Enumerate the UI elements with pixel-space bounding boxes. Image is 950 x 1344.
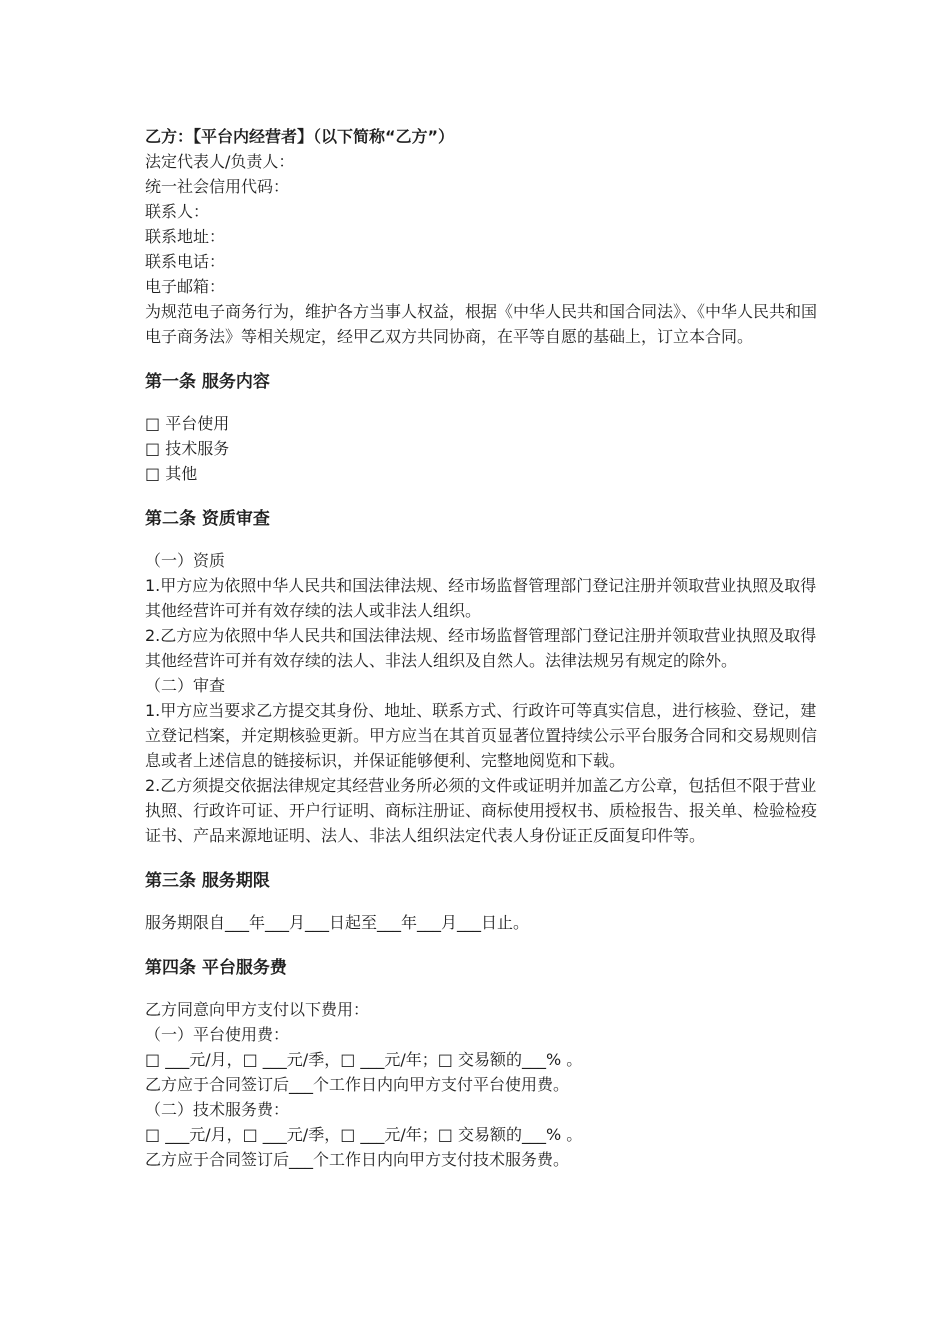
credit-code-field: 统一社会信用代码： (145, 177, 290, 196)
article-2-sub-review: （二）审查 (145, 676, 226, 695)
article-2-sub-qualification: （一）资质 (145, 551, 226, 570)
article-2-item: 2.乙方须提交依据法律规定其经营业务所必须的文件或证明并加盖乙方公章，包括但不限于营业执照、行政许可证、开户行证明、商标注册证、商标使用授权书、质检报告、报关单、检验检疫证书、产品来源地证明、法人、非法人组织法定代表人身份证正反面复印件等。 (145, 776, 818, 845)
address-field: 联系地址： (145, 227, 226, 246)
article-4-heading: 第四条 平台服务费 (145, 958, 287, 978)
article-3-heading: 第三条 服务期限 (145, 871, 270, 891)
platform-fee-options: □ ___元/月，□ ___元/季，□ ___元/年；□ 交易额的___% 。 (145, 1050, 583, 1069)
phone-field: 联系电话： (145, 252, 226, 271)
service-option-other: □ 其他 (145, 464, 198, 483)
article-2-item: 1.甲方应当要求乙方提交其身份、地址、联系方式、行政许可等真实信息，进行核验、登记，建立登记档案，并定期核验更新。甲方应当在其首页显著位置持续公示平台服务合同和交易规则信息或者上述信息的链接标识，并保证能够便利、完整地阅览和下载。 (145, 701, 818, 770)
service-option-tech: □ 技术服务 (145, 439, 230, 458)
email-field: 电子邮箱： (145, 277, 226, 296)
platform-fee-subheading: （一）平台使用费： (145, 1025, 290, 1044)
article-2-item: 2.乙方应为依照中华人民共和国法律法规、经市场监督管理部门登记注册并领取营业执照及取得其他经营许可并有效存续的法人、非法人组织及自然人。法律法规另有规定的除外。 (145, 626, 817, 670)
article-2-item: 1.甲方应为依照中华人民共和国法律法规、经市场监督管理部门登记注册并领取营业执照及取得其他经营许可并有效存续的法人或非法人组织。 (145, 576, 817, 620)
fee-intro: 乙方同意向甲方支付以下费用： (145, 1000, 370, 1019)
party-b-title: 乙方：【平台内经营者】（以下简称“乙方”） (145, 127, 455, 146)
tech-fee-subheading: （二）技术服务费： (145, 1100, 290, 1119)
tech-fee-payment: 乙方应于合同签订后___个工作日内向甲方支付技术服务费。 (145, 1150, 570, 1169)
article-1-heading: 第一条 服务内容 (145, 372, 270, 392)
service-period-text: 服务期限自___年___月___日起至___年___月___日止。 (145, 913, 530, 932)
contact-field: 联系人： (145, 202, 210, 221)
tech-fee-options: □ ___元/月，□ ___元/季，□ ___元/年；□ 交易额的___% 。 (145, 1125, 583, 1144)
platform-fee-payment: 乙方应于合同签订后___个工作日内向甲方支付平台使用费。 (145, 1075, 570, 1094)
contract-body (145, 124, 825, 1172)
legal-rep-field: 法定代表人/负责人： (145, 152, 295, 171)
article-2-heading: 第二条 资质审查 (145, 509, 270, 529)
preamble-paragraph: 为规范电子商务行为，维护各方当事人权益，根据《中华人民共和国合同法》、《中华人民共和国电子商务法》等相关规定，经甲乙双方共同协商，在平等自愿的基础上，订立本合同。 (145, 302, 818, 346)
service-option-platform: □ 平台使用 (145, 414, 230, 433)
